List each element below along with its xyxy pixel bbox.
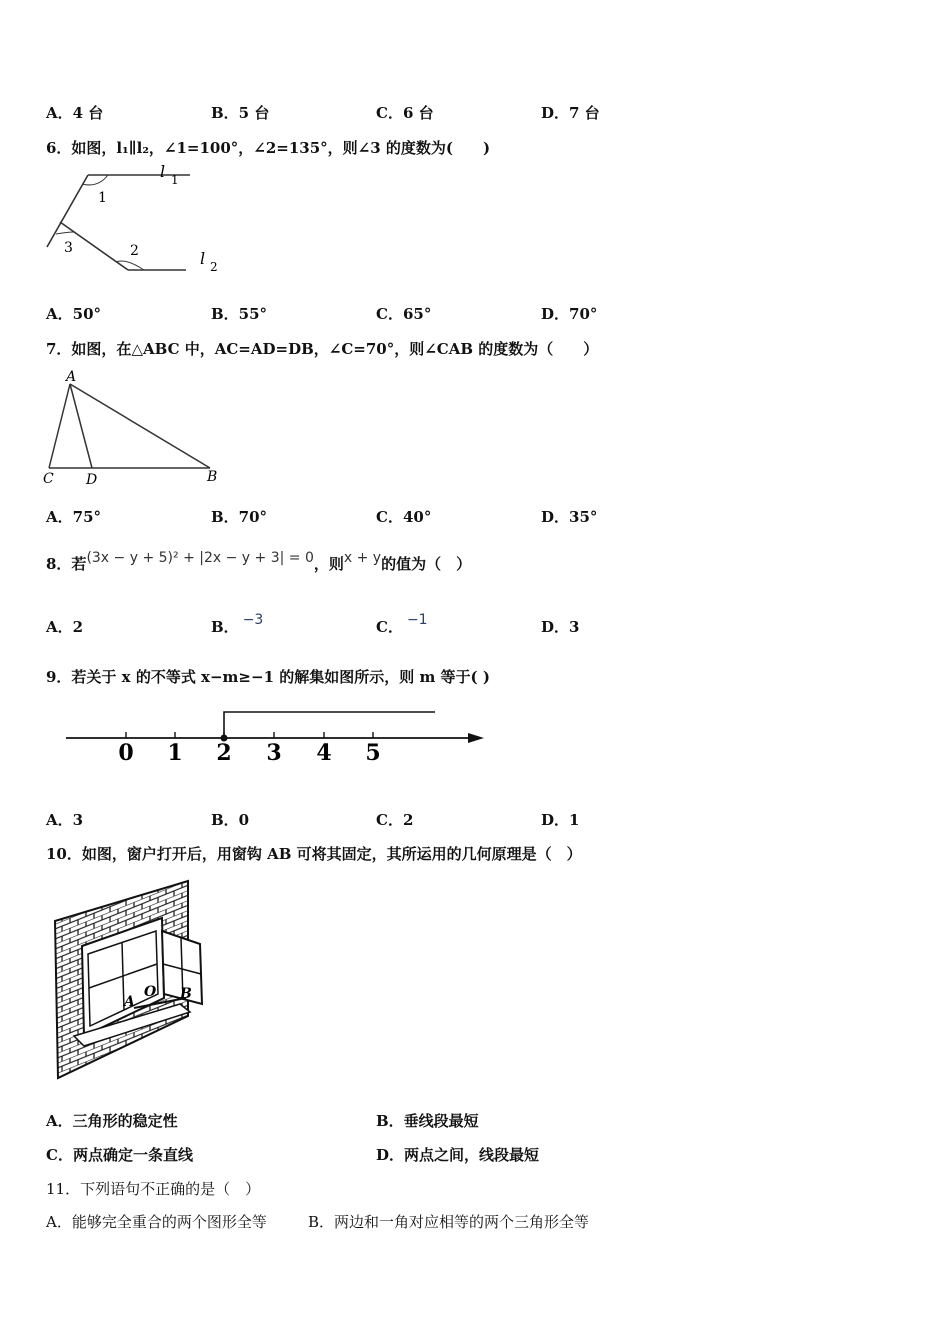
q8-option-a bbox=[46, 616, 83, 637]
q10-option-b: B．垂线段最短 bbox=[376, 1112, 479, 1130]
q8-option-c-letter: C． bbox=[376, 618, 403, 636]
q6-l1-sub: 1 bbox=[171, 173, 179, 187]
q6-l1-label: l bbox=[160, 162, 166, 181]
q8-stem-middle: ，则 bbox=[313, 555, 344, 573]
q9-option-a: A．3 bbox=[46, 811, 84, 829]
q8-option-a-value: 2 bbox=[72, 618, 84, 636]
q9-option-c: C．2 bbox=[376, 811, 414, 829]
q7-figure bbox=[40, 366, 240, 490]
q8-option-b-letter: B． bbox=[211, 618, 239, 636]
q6-angle2-label: 2 bbox=[130, 243, 139, 259]
q9-tick-0: 0 bbox=[118, 740, 134, 766]
q7-option-b: B．70° bbox=[211, 508, 268, 526]
q7-option-c: C．40° bbox=[376, 508, 432, 526]
q10-label-o: O bbox=[144, 984, 157, 1000]
q8-option-c bbox=[376, 612, 428, 637]
q6-l2-sub: 2 bbox=[210, 260, 218, 274]
q9-tick-3: 3 bbox=[266, 740, 282, 766]
q6-option-a: A．50° bbox=[46, 305, 102, 323]
q6-stem: 6．如图，l₁∥l₂，∠1=100°，∠2=135°，则∠3 的度数为( ) bbox=[46, 139, 491, 157]
q8-option-d bbox=[541, 616, 579, 637]
q7-option-d: D．35° bbox=[541, 508, 598, 526]
q6-option-c: C．65° bbox=[376, 305, 432, 323]
q8-option-a-letter: A． bbox=[46, 618, 73, 636]
q10-window-figure bbox=[50, 876, 210, 1086]
q10-option-d: D．两点之间，线段最短 bbox=[376, 1146, 540, 1164]
q8-option-d-value: 3 bbox=[569, 618, 580, 636]
q10-label-a: A bbox=[124, 994, 135, 1010]
q8-option-b-value: −3 bbox=[242, 612, 264, 628]
q9-stem: 9．若关于 x 的不等式 x−m≥−1 的解集如图所示，则 m 等于( ) bbox=[46, 668, 490, 686]
q8-option-b bbox=[211, 612, 264, 637]
q10-option-a: A．三角形的稳定性 bbox=[46, 1112, 178, 1130]
q10-option-c: C．两点确定一条直线 bbox=[46, 1146, 193, 1164]
q7-option-a: A．75° bbox=[46, 508, 102, 526]
q10-stem: 10．如图，窗户打开后，用窗钩 AB 可将其固定，其所运用的几何原理是（ ） bbox=[46, 845, 582, 863]
q9-tick-1: 1 bbox=[167, 740, 183, 766]
q11-stem: 11．下列语句不正确的是（ ） bbox=[46, 1180, 261, 1198]
q8-stem bbox=[46, 550, 472, 574]
q9-tick-4: 4 bbox=[316, 740, 332, 766]
q11-option-a: A．能够完全重合的两个图形全等 bbox=[46, 1213, 267, 1231]
q5-option-d: D．7 台 bbox=[541, 104, 600, 122]
q8-stem-prefix: 8．若 bbox=[46, 555, 87, 573]
q7-stem: 7．如图，在△ABC 中，AC=AD=DB，∠C=70°，则∠CAB 的度数为（ ） bbox=[46, 340, 599, 358]
q7-label-a: A bbox=[66, 369, 77, 385]
q9-tick-5: 5 bbox=[365, 740, 381, 766]
q6-angle1-label: 1 bbox=[98, 190, 107, 206]
q7-label-b: B bbox=[207, 469, 218, 485]
q9-option-b: B．0 bbox=[211, 811, 250, 829]
q10-label-b: B bbox=[180, 986, 192, 1002]
q6-angle3-label: 3 bbox=[64, 240, 73, 256]
q6-option-d: D．70° bbox=[541, 305, 598, 323]
q8-option-c-value: −1 bbox=[406, 612, 428, 628]
q8-option-d-letter: D． bbox=[541, 618, 570, 636]
q6-figure bbox=[40, 162, 240, 282]
q5-option-c: C．6 台 bbox=[376, 104, 434, 122]
q9-number-line bbox=[60, 700, 500, 780]
q8-expression: (3x − y + 5)² + |2x − y + 3| = 0 bbox=[86, 550, 314, 566]
q6-l2-label: l bbox=[200, 249, 206, 268]
q9-option-d: D．1 bbox=[541, 811, 580, 829]
q5-option-b: B．5 台 bbox=[211, 104, 270, 122]
q7-label-d: D bbox=[86, 472, 98, 488]
q6-option-b: B．55° bbox=[211, 305, 268, 323]
q5-option-a: A．4 台 bbox=[46, 104, 104, 122]
q9-tick-2: 2 bbox=[216, 740, 232, 766]
q11-option-b: B．两边和一角对应相等的两个三角形全等 bbox=[308, 1213, 590, 1231]
q8-expression-2: x + y bbox=[343, 550, 382, 566]
q7-label-c: C bbox=[43, 471, 54, 487]
q8-stem-suffix: 的值为（ ） bbox=[381, 555, 472, 573]
